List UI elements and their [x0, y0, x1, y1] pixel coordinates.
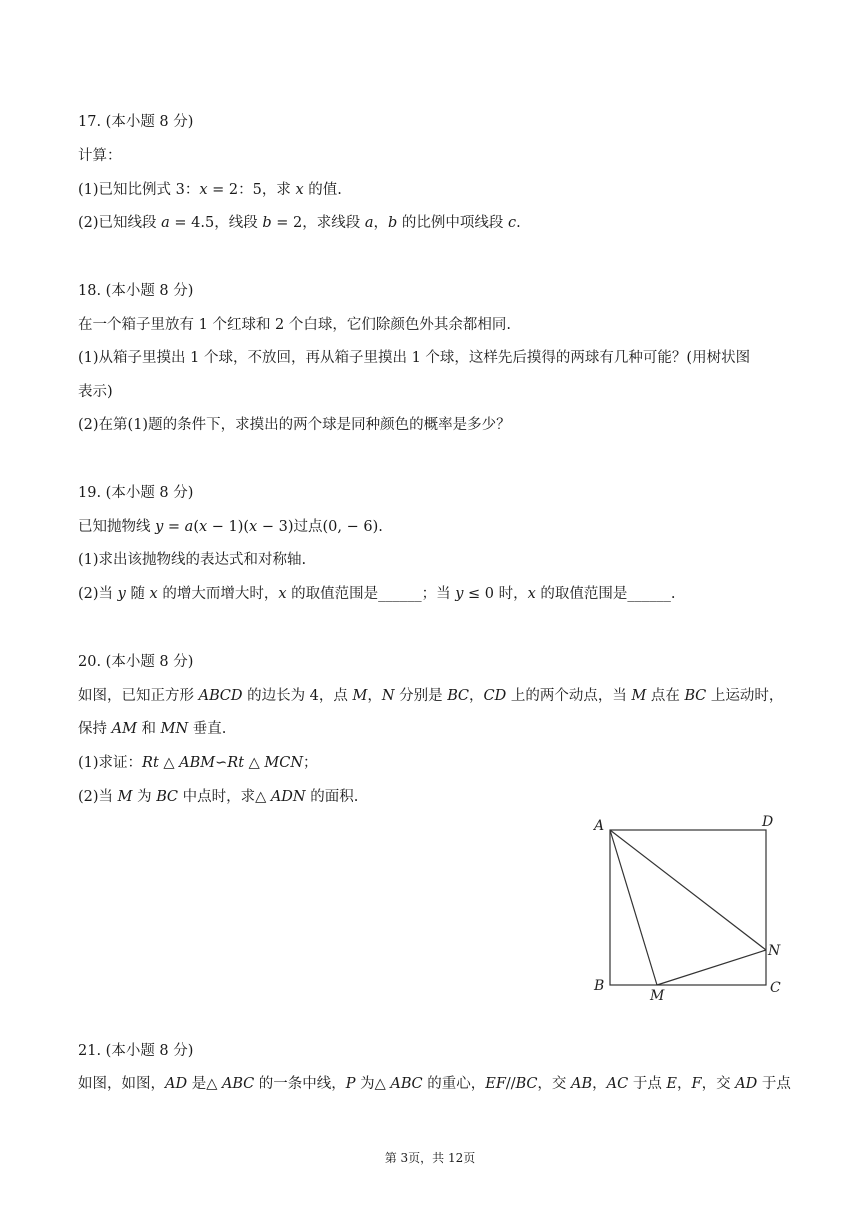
q17-header: 17. (本小题 8 分) — [78, 114, 194, 130]
vertex-label-d: D — [762, 814, 774, 830]
segment-mn — [657, 950, 766, 985]
vertex-label-n: N — [768, 943, 781, 959]
page-footer: 第 3页，共 12页 — [384, 1151, 476, 1165]
q20-line-2: 保持 𝐴𝑀 和 𝑀𝑁 垂直. — [78, 721, 227, 737]
vertex-label-m: M — [650, 988, 665, 1002]
vertex-label-b: B — [594, 978, 605, 994]
q20-header: 20. (本小题 8 分) — [78, 654, 194, 670]
q18-line-3: 表示) — [78, 384, 113, 400]
q21-line-1: 如图，如图，𝐴𝐷 是△ 𝐴𝐵𝐶 的一条中线，𝑃 为△ 𝐴𝐵𝐶 的重心，𝐸𝐹//𝐵𝐶，交 𝐴𝐵，𝐴𝐶 于点 𝐸，𝐹，交 𝐴𝐷 于点 — [78, 1076, 791, 1092]
q19-line-2: (1)求出该抛物线的表达式和对称轴. — [78, 552, 307, 568]
q17-line-1: 计算： — [78, 148, 122, 164]
q19-header: 19. (本小题 8 分) — [78, 485, 194, 501]
vertex-label-a: A — [594, 818, 605, 834]
q18-header: 18. (本小题 8 分) — [78, 283, 194, 299]
q20-line-4: (2)当 𝑀 为 𝐵𝐶 中点时，求△ 𝐴𝐷𝑁 的面积. — [78, 789, 359, 805]
q21-header: 21. (本小题 8 分) — [78, 1043, 194, 1059]
vertex-label-c: C — [770, 980, 781, 996]
segment-am — [610, 830, 657, 985]
q18-line-1: 在一个箱子里放有 1 个红球和 2 个白球，它们除颜色外其余都相同. — [78, 317, 511, 333]
q19-line-1: 已知抛物线 𝑦 = 𝑎(𝑥 − 1)(𝑥 − 3)过点(0, − 6). — [78, 519, 383, 535]
q20-line-1: 如图，已知正方形 𝐴𝐵𝐶𝐷 的边长为 4，点 𝑀，𝑁 分别是 𝐵𝐶，𝐶𝐷 上的两个动点，当 𝑀 点在 𝐵𝐶 上运动时， — [78, 688, 784, 704]
q17-line-3: (2)已知线段 𝑎 = 4.5，线段 𝑏 = 2，求线段 𝑎，𝑏 的比例中项线段 𝑐. — [78, 215, 521, 231]
q18-line-4: (2)在第(1)题的条件下，求摸出的两个球是同种颜色的概率是多少？ — [78, 417, 511, 433]
q18-line-2: (1)从箱子里摸出 1 个球，不放回，再从箱子里摸出 1 个球，这样先后摸得的两球有几种可能？(用树状图 — [78, 350, 751, 366]
square-figure — [590, 812, 790, 1002]
q17-line-2: (1)已知比例式 3：𝑥 = 2：5，求 𝑥 的值. — [78, 182, 342, 198]
q19-line-3: (2)当 𝑦 随 𝑥 的增大而增大时，𝑥 的取值范围是______；当 𝑦 ≤ 0 时，𝑥 的取值范围是______. — [78, 586, 676, 602]
segment-an — [610, 830, 766, 950]
q20-line-3: (1)求证：𝑅𝑡 △ 𝐴𝐵𝑀∽𝑅𝑡 △ 𝑀𝐶𝑁； — [78, 755, 318, 771]
